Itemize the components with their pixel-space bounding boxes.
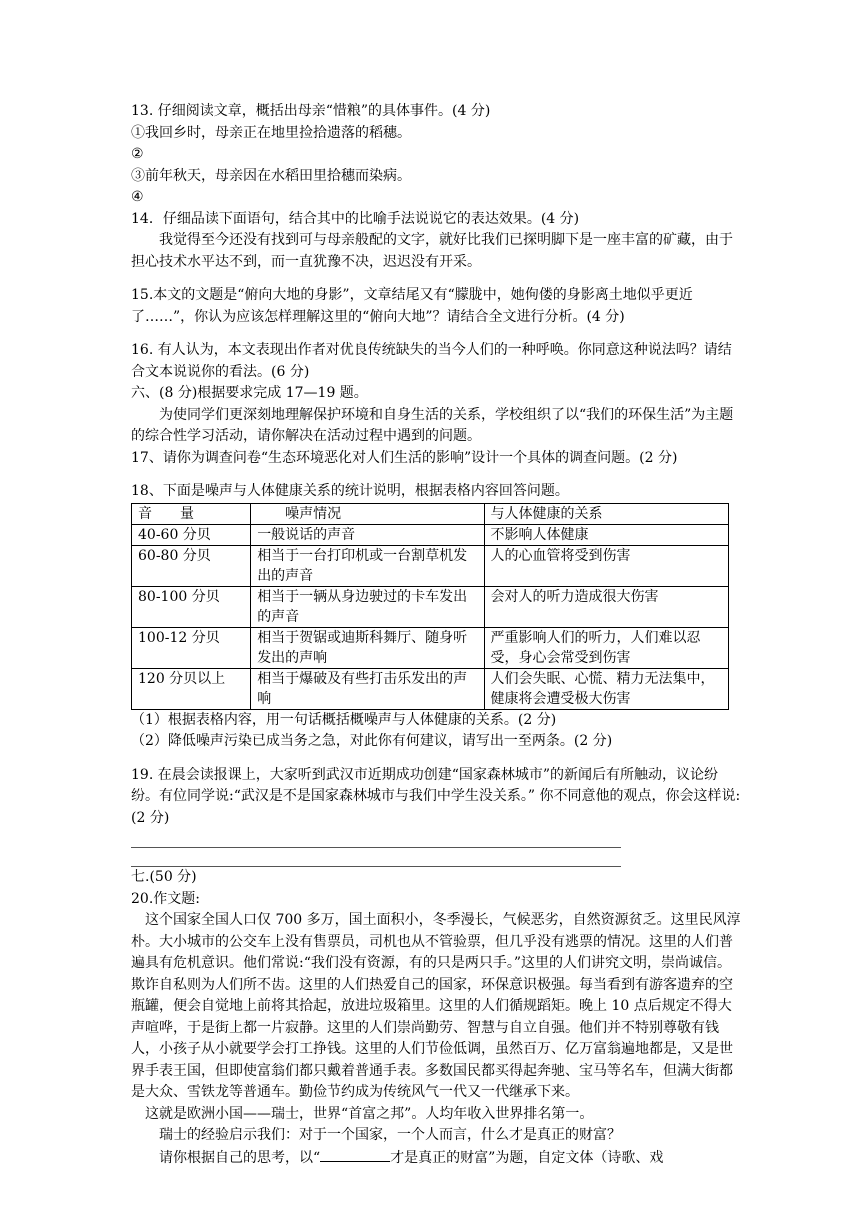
table-cell: 不影响人体健康 <box>484 524 728 545</box>
q13-item-1: ①我回乡时，母亲正在地里捡拾遗落的稻穗。 <box>131 124 411 141</box>
table-header-row <box>132 503 729 524</box>
section6-intro: 为使同学们更深刻地理解保护环境和自身生活的关系，学校组织了以“我们的环保生活”为主题的综合性学习活动，请你解决在活动过程中遇到的问题。 <box>131 406 734 444</box>
table-row <box>132 524 729 545</box>
table-header-cell: 音 量 <box>132 503 251 524</box>
table-cell: 相当于一台打印机或一台割草机发出的声音 <box>251 545 484 586</box>
q14-quote: 我觉得至今还没有找到可与母亲般配的文字，就好比我们已探明脚下是一座丰富的矿藏，由于担心技术水平达不到，而一直犹豫不决，迟迟没有开采。 <box>131 232 733 270</box>
table-cell: 严重影响人们的听力，人们难以忍受，身心会常受到伤害 <box>484 627 728 668</box>
q19-text: 19. 在晨会读报课上，大家听到武汉市近期成功创建“国家森林城市”的新闻后有所触动，议论纷纷。有位同学说:“武汉是不是国家森林城市与我们中学生没关系。” 你不同意他的观点，你会这样说: (2 分) <box>131 766 741 826</box>
q18-title: 18、下面是噪声与人体健康关系的统计说明，根据表格内容回答问题。 <box>131 483 569 499</box>
table-cell: 相当于贺锯或迪斯科舞厅、随身听发出的声响 <box>251 627 484 668</box>
table-cell: 120 分贝以上 <box>132 668 251 709</box>
table-cell: 一般说话的声音 <box>251 524 484 545</box>
table-cell: 相当于爆破及有些打击乐发出的声响 <box>251 668 484 709</box>
table-cell: 会对人的听力造成很大伤害 <box>484 586 728 627</box>
table-cell: 60-80 分贝 <box>132 545 251 586</box>
table-header-cell: 与人体健康的关系 <box>484 503 728 524</box>
q18-sub1: （1）根据表格内容，用一句话概括概噪声与人体健康的关系。(2 分) <box>131 711 557 728</box>
essay-instruction-end: 才是真正的财富”为题，自定文体（诗歌、戏 <box>390 1149 664 1166</box>
table-cell: 相当于一辆从身边驶过的卡车发出的声音 <box>251 586 484 627</box>
q13-item-3: ③前年秋天，母亲因在水稻田里拾穗而染病。 <box>131 167 411 184</box>
essay-instruction-start: 请你根据自己的思考，以“ <box>159 1149 321 1166</box>
table-row <box>132 627 729 668</box>
table-row <box>132 545 729 586</box>
essay-prompt-para2: 这就是欧洲小国——瑞士，世界“首富之邦”。人均年收入世界排名第一。 <box>145 1105 594 1122</box>
table-row <box>132 586 729 627</box>
q13-item-4: ④ <box>131 189 144 205</box>
q14-title: 14．仔细品读下面语句，结合其中的比喻手法说说它的表达效果。(4 分) <box>131 210 580 227</box>
exam-content <box>131 101 741 1169</box>
table-cell: 100-12 分贝 <box>132 627 251 668</box>
essay-prompt-para4 <box>131 1147 741 1170</box>
q20-title: 20.作文题: <box>131 890 200 907</box>
essay-prompt-para1: 这个国家全国人口仅 700 多万，国土面积小，冬季漫长，气候恶劣，自然资源贫乏。这里民风淳朴。大小城市的公交车上没有售票员，司机也从不管验票，但几乎没有逃票的情况。这里的人们普遍具有危机意识。他们常说:“我们没有资源，有的只是两只手。”这里的人们讲究文明，崇尚诚信。欺诈自私则为人们所不齿。这里的人们热爱自己的国家，环保意识极强。每当看到有游客遗弃的空瓶罐，便会自觉地上前将其拾起，放进垃圾箱里。这里的人们循规蹈矩。晚上 10 点后规定不得大声喧哗，于是街上都一片寂静。这里的人们崇尚勤劳、智慧与自立自强。他们并不特别尊敬有钱人，小孩子从小就要学会打工挣钱。这里的人们节俭低调，虽然百万、亿万富翁遍地都是，又是世界手表王国，但即使富翁们都只戴着普通手表。多数国民都买得起奔驰、宝马等名车，但满大街都是大众、雪铁龙等普通车。勤俭节约成为传统风气一代又一代继承下来。 <box>131 912 741 1100</box>
section6-heading: 六、(8 分)根据要求完成 17—19 题。 <box>131 385 368 401</box>
table-cell: 80-100 分贝 <box>132 586 251 627</box>
section7-heading: 七.(50 分) <box>131 869 197 885</box>
q13-item-2: ② <box>131 146 144 162</box>
q17-text: 17、请你为调查问卷“生态环境恶化对人们生活的影响”设计一个具体的调查问题。(2 分) <box>131 449 678 466</box>
table-cell: 人们会失眠、心慌、精力无法集中，健康将会遭受极大伤害 <box>484 668 728 709</box>
q18-sub2: （2）降低噪声污染已成当务之急，对此你有何建议，请写出一至两条。(2 分) <box>131 733 613 749</box>
q16-text: 16. 有人认为，本文表现出作者对优良传统缺失的当今人们的一种呼唤。你同意这种说法吗？请结合文本说说你的看法。(6 分) <box>131 342 732 380</box>
title-blank[interactable] <box>320 1147 390 1162</box>
table-cell: 40-60 分贝 <box>132 524 251 545</box>
table-row <box>132 668 729 709</box>
answer-line[interactable] <box>131 848 621 867</box>
q15-text: 15.本文的文题是“俯向大地的身影”，文章结尾又有“朦胧中，她佝偻的身影离土地似乎更近了……”，你认为应该怎样理解这里的“俯向大地”？请结合全文进行分析。(4 分) <box>131 287 693 325</box>
essay-prompt-para3: 瑞士的经验启示我们：对于一个国家，一个人而言，什么才是真正的财富？ <box>159 1127 621 1143</box>
answer-line[interactable] <box>131 829 621 848</box>
table-header-cell: 噪声情况 <box>251 503 484 524</box>
table-cell: 人的心血管将受到伤害 <box>484 545 728 586</box>
noise-health-table <box>131 503 729 710</box>
q13-title: 13. 仔细阅读文章，概括出母亲“惜粮”的具体事件。(4 分) <box>131 103 491 119</box>
